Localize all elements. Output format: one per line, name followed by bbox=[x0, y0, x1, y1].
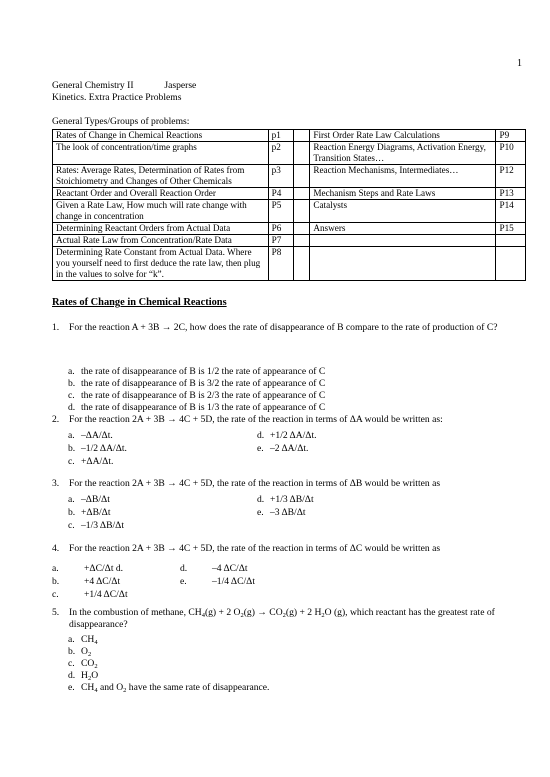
toc-page: P15 bbox=[496, 223, 526, 235]
q2-option-a[interactable] bbox=[68, 430, 113, 442]
option-label: b. bbox=[68, 507, 76, 518]
toc-spacer bbox=[294, 142, 310, 165]
question-text: For the reaction 2A + 3B → 4C + 5D, the rate of the reaction in terms of ΔA would be written as: bbox=[69, 414, 443, 425]
option-text: +1/3 ΔB/Δt bbox=[270, 494, 314, 505]
question-text: For the reaction A + 3B → 2C, how does the rate of disappearance of B compare to the rate of production of C? bbox=[69, 322, 498, 333]
toc-page: P14 bbox=[496, 200, 526, 223]
toc-row bbox=[53, 188, 526, 200]
option-text: –1/2 ΔA/Δt. bbox=[81, 443, 127, 454]
toc-topic bbox=[310, 235, 496, 247]
option-text: +ΔC/Δt d. bbox=[84, 563, 124, 574]
toc-page: P12 bbox=[496, 165, 526, 188]
q4-option-b[interactable] bbox=[52, 576, 120, 588]
option-text: H bbox=[81, 670, 88, 681]
option-text: O bbox=[91, 670, 99, 681]
q4-option-e[interactable] bbox=[180, 576, 255, 588]
text-segment: O (g), which reactant has the greatest rate of disappearance? bbox=[69, 607, 495, 630]
toc-page: P13 bbox=[496, 188, 526, 200]
option-text: –3 ΔB/Δt bbox=[270, 507, 306, 518]
toc-spacer bbox=[294, 235, 310, 247]
q1-option[interactable] bbox=[68, 390, 325, 402]
q3-option-a[interactable] bbox=[68, 494, 110, 506]
question-2 bbox=[52, 414, 522, 426]
question-number: 3. bbox=[52, 478, 60, 489]
problem-types-table bbox=[52, 129, 526, 281]
question-5 bbox=[52, 607, 522, 630]
toc-topic: Rates of Change in Chemical Reactions bbox=[53, 130, 269, 142]
toc-spacer bbox=[294, 165, 310, 188]
option-text: the rate of disappearance of B is 3/2 the rate of appearance of C bbox=[81, 378, 326, 389]
q2-option-b[interactable] bbox=[68, 443, 127, 455]
q5-option-d[interactable] bbox=[68, 670, 98, 682]
option-label: d. bbox=[68, 402, 76, 413]
option-label: a. bbox=[68, 494, 75, 505]
text-segment: (g) + 2 H bbox=[285, 607, 322, 618]
toc-spacer bbox=[294, 223, 310, 235]
toc-page bbox=[496, 247, 526, 281]
text-segment: (g) + 2 O bbox=[204, 607, 241, 618]
q2-option-c[interactable] bbox=[68, 456, 113, 468]
option-label: c. bbox=[68, 658, 75, 669]
option-text: +1/4 ΔC/Δt bbox=[84, 589, 128, 600]
toc-topic: Reactant Order and Overall Reaction Order bbox=[53, 188, 269, 200]
subscript: 2 bbox=[87, 675, 92, 682]
toc-title: General Types/Groups of problems: bbox=[52, 116, 190, 127]
toc-page: P5 bbox=[268, 200, 293, 223]
subscript: 2 bbox=[282, 612, 286, 619]
toc-topic bbox=[310, 247, 496, 281]
question-number: 4. bbox=[52, 543, 60, 554]
toc-page: P4 bbox=[268, 188, 293, 200]
subscript: 4 bbox=[94, 639, 98, 646]
subscript: 2 bbox=[240, 612, 244, 619]
course-name: General Chemistry II bbox=[52, 80, 134, 91]
toc-topic: Determining Rate Constant from Actual Data. Where you yourself need to first deduce the rate law, then plug in the values to solve for “k”. bbox=[53, 247, 269, 281]
option-label: d. bbox=[180, 563, 188, 574]
q3-option-e[interactable] bbox=[257, 507, 306, 519]
option-text: +1/2 ΔA/Δt. bbox=[270, 430, 317, 441]
option-label: c. bbox=[68, 520, 75, 531]
header-line-1 bbox=[52, 80, 196, 92]
option-text: O bbox=[81, 646, 88, 657]
option-text: the rate of disappearance of B is 1/3 the rate of appearance of C bbox=[81, 402, 326, 413]
option-text: –1/4 ΔC/Δt bbox=[212, 576, 255, 587]
toc-spacer bbox=[294, 130, 310, 142]
option-text: –4 ΔC/Δt bbox=[212, 563, 248, 574]
question-3 bbox=[52, 478, 522, 490]
q5-option-b[interactable] bbox=[68, 646, 91, 658]
toc-topic: Reaction Energy Diagrams, Activation Energy, Transition States… bbox=[310, 142, 496, 165]
option-label: a. bbox=[68, 366, 75, 377]
q4-option-c[interactable] bbox=[52, 589, 128, 601]
toc-topic: First Order Rate Law Calculations bbox=[310, 130, 496, 142]
option-text: the rate of disappearance of B is 1/2 the rate of appearance of C bbox=[81, 366, 326, 377]
toc-page bbox=[496, 235, 526, 247]
option-label: c. bbox=[68, 390, 75, 401]
toc-topic: Given a Rate Law, How much will rate change with change in concentration bbox=[53, 200, 269, 223]
toc-page: p2 bbox=[268, 142, 293, 165]
option-label: c. bbox=[68, 456, 75, 467]
text-segment: In the combustion of methane, CH bbox=[69, 607, 202, 618]
question-number: 5. bbox=[52, 607, 60, 618]
q4-option-a[interactable] bbox=[52, 563, 123, 575]
toc-row bbox=[53, 247, 526, 281]
option-text: CO bbox=[81, 658, 95, 669]
q5-option-a[interactable] bbox=[68, 634, 98, 646]
q3-option-c[interactable] bbox=[68, 520, 124, 532]
option-text: –ΔA/Δt. bbox=[81, 430, 113, 441]
option-text: –1/3 ΔB/Δt bbox=[81, 520, 124, 531]
option-label: d. bbox=[257, 430, 265, 441]
subscript: 2 bbox=[94, 663, 98, 670]
toc-page: P7 bbox=[268, 235, 293, 247]
option-text: and O bbox=[97, 682, 124, 693]
q2-option-d[interactable] bbox=[257, 430, 317, 442]
question-number: 1. bbox=[52, 322, 60, 333]
question-4 bbox=[52, 543, 522, 555]
option-label: e. bbox=[180, 576, 187, 587]
toc-spacer bbox=[294, 247, 310, 281]
toc-page: P10 bbox=[496, 142, 526, 165]
toc-topic: Answers bbox=[310, 223, 496, 235]
q3-option-d[interactable] bbox=[257, 494, 314, 506]
question-number: 2. bbox=[52, 414, 60, 425]
option-label: c. bbox=[52, 589, 59, 600]
option-label: b. bbox=[68, 378, 76, 389]
instructor-name: Jasperse bbox=[164, 80, 197, 91]
toc-row bbox=[53, 235, 526, 247]
q1-option[interactable] bbox=[68, 402, 325, 414]
document-subtitle: Kinetics. Extra Practice Problems bbox=[52, 92, 182, 103]
option-label: e. bbox=[68, 682, 75, 693]
toc-page: P6 bbox=[268, 223, 293, 235]
q5-option-c[interactable] bbox=[68, 658, 98, 670]
q3-option-b[interactable] bbox=[68, 507, 110, 519]
option-label: e. bbox=[257, 507, 264, 518]
page-number: 1 bbox=[517, 58, 522, 69]
option-text: +4 ΔC/Δt bbox=[84, 576, 121, 587]
option-text: have the same rate of disappearance. bbox=[126, 682, 270, 693]
option-label: b. bbox=[68, 646, 76, 657]
toc-row bbox=[53, 142, 526, 165]
option-text: the rate of disappearance of B is 2/3 the rate of appearance of C bbox=[81, 390, 326, 401]
toc-topic: Actual Rate Law from Concentration/Rate Data bbox=[53, 235, 269, 247]
question-text: For the reaction 2A + 3B → 4C + 5D, the rate of the reaction in terms of ΔC would be written as bbox=[69, 543, 441, 554]
option-text: –ΔB/Δt bbox=[81, 494, 110, 505]
option-text: CH bbox=[81, 634, 95, 645]
toc-row bbox=[53, 223, 526, 235]
toc-topic: Rates: Average Rates, Determination of Rates from Stoichiometry and Changes of Other Chemicals bbox=[53, 165, 269, 188]
toc-row bbox=[53, 200, 526, 223]
subscript: 4 bbox=[94, 687, 98, 694]
subscript: 2 bbox=[87, 651, 92, 658]
option-label: b. bbox=[68, 443, 76, 454]
option-label: b. bbox=[52, 576, 60, 587]
question-1 bbox=[52, 322, 522, 334]
text-segment: (g) → CO bbox=[243, 607, 283, 618]
option-label: a. bbox=[52, 563, 59, 574]
option-label: a. bbox=[68, 634, 75, 645]
option-text: –2 ΔA/Δt. bbox=[270, 443, 309, 454]
option-label: d. bbox=[68, 670, 76, 681]
option-text: +ΔB/Δt bbox=[81, 507, 111, 518]
toc-topic: Determining Reactant Orders from Actual Data bbox=[53, 223, 269, 235]
toc-topic: Reaction Mechanisms, Intermediates… bbox=[310, 165, 496, 188]
question-text bbox=[69, 607, 522, 630]
option-label: d. bbox=[257, 494, 265, 505]
toc-row bbox=[53, 130, 526, 142]
q2-option-e[interactable] bbox=[257, 443, 308, 455]
question-text: For the reaction 2A + 3B → 4C + 5D, the rate of the reaction in terms of ΔB would be written as bbox=[69, 478, 441, 489]
toc-topic: The look of concentration/time graphs bbox=[53, 142, 269, 165]
option-text: CH bbox=[81, 682, 95, 693]
subscript: 2 bbox=[321, 612, 325, 619]
q1-option[interactable] bbox=[68, 378, 325, 390]
toc-topic: Mechanism Steps and Rate Laws bbox=[310, 188, 496, 200]
toc-spacer bbox=[294, 188, 310, 200]
section-title: Rates of Change in Chemical Reactions bbox=[52, 297, 227, 308]
toc-row bbox=[53, 165, 526, 188]
option-label: e. bbox=[257, 443, 264, 454]
q4-option-d[interactable] bbox=[180, 563, 248, 575]
option-text: +ΔA/Δt. bbox=[81, 456, 114, 467]
subscript: 2 bbox=[123, 687, 127, 694]
toc-topic: Catalysts bbox=[310, 200, 496, 223]
toc-spacer bbox=[294, 200, 310, 223]
toc-page: P8 bbox=[268, 247, 293, 281]
toc-page: p3 bbox=[268, 165, 293, 188]
q5-option-e[interactable] bbox=[68, 682, 269, 694]
subscript: 4 bbox=[201, 612, 205, 619]
option-label: a. bbox=[68, 430, 75, 441]
q1-option[interactable] bbox=[68, 366, 325, 378]
toc-page: P9 bbox=[496, 130, 526, 142]
toc-page: p1 bbox=[268, 130, 293, 142]
